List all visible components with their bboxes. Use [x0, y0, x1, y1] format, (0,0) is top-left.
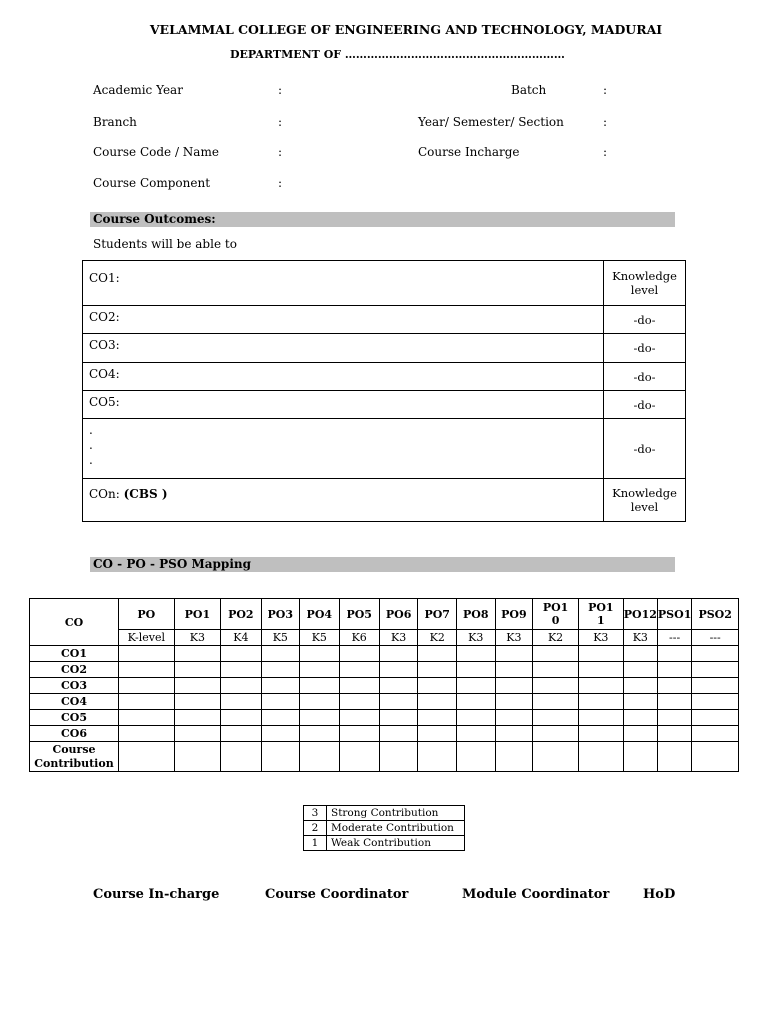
mapping-cell[interactable]	[418, 646, 457, 662]
mapping-cell[interactable]	[221, 726, 261, 742]
klevel-cell: K5	[261, 630, 300, 646]
klevel-cell: K5	[300, 630, 339, 646]
mapping-row-label: CO3	[30, 678, 119, 694]
mapping-cell[interactable]	[495, 662, 533, 678]
course-outcomes-heading-bar	[90, 212, 675, 227]
klevel-cell: K3	[495, 630, 533, 646]
legend-number: 1	[304, 836, 327, 851]
co-row	[83, 391, 686, 419]
mapping-header-row	[30, 599, 739, 630]
mapping-cell[interactable]	[261, 710, 300, 726]
co-row	[83, 419, 686, 479]
mapping-row-label: CO5	[30, 710, 119, 726]
mapping-cell[interactable]	[300, 662, 339, 678]
sig-hod: HoD	[643, 887, 676, 902]
mapping-column-header: PSO1	[657, 599, 691, 630]
mapping-cell[interactable]	[174, 646, 221, 662]
klevel-cell: K3	[174, 630, 221, 646]
mapping-cell[interactable]	[495, 646, 533, 662]
year-sem-section-label: Year/ Semester/ Section	[418, 115, 564, 129]
mapping-cell[interactable]	[533, 678, 579, 694]
mapping-column-header: PO5	[339, 599, 379, 630]
co-cell: CO3:	[83, 334, 604, 363]
co-cell: . . .	[83, 419, 604, 479]
mapping-cell[interactable]	[221, 694, 261, 710]
mapping-cell[interactable]	[657, 694, 691, 710]
mapping-cell[interactable]	[174, 710, 221, 726]
mapping-cell[interactable]	[339, 742, 379, 772]
mapping-cell[interactable]	[457, 726, 496, 742]
mapping-row	[30, 646, 739, 662]
mapping-cell[interactable]	[300, 710, 339, 726]
mapping-cell[interactable]	[379, 662, 418, 678]
mapping-cell[interactable]	[221, 742, 261, 772]
mapping-column-header: PO4	[300, 599, 339, 630]
mapping-cell[interactable]	[623, 678, 657, 694]
mapping-cell[interactable]	[174, 678, 221, 694]
legend-row	[304, 821, 465, 836]
mapping-cell[interactable]	[118, 742, 174, 772]
mapping-cell[interactable]	[261, 678, 300, 694]
mapping-cell[interactable]	[174, 694, 221, 710]
knowledge-level-cell: Knowledge level	[604, 479, 686, 522]
mapping-row	[30, 694, 739, 710]
mapping-cell[interactable]	[418, 694, 457, 710]
mapping-cell[interactable]	[692, 710, 739, 726]
mapping-column-header: PO8	[457, 599, 496, 630]
mapping-column-header: PO9	[495, 599, 533, 630]
mapping-row	[30, 742, 739, 772]
mapping-row-label: CO6	[30, 726, 119, 742]
mapping-cell[interactable]	[418, 742, 457, 772]
klevel-cell: K2	[533, 630, 579, 646]
mapping-cell[interactable]	[457, 646, 496, 662]
mapping-cell[interactable]	[457, 678, 496, 694]
mapping-row-label: Course Contribution	[30, 742, 119, 772]
mapping-cell[interactable]	[379, 694, 418, 710]
mapping-cell[interactable]	[457, 710, 496, 726]
mapping-cell[interactable]	[118, 710, 174, 726]
mapping-cell[interactable]	[578, 646, 623, 662]
co-row	[83, 334, 686, 363]
klevel-cell: K3	[623, 630, 657, 646]
mapping-cell[interactable]	[533, 646, 579, 662]
mapping-column-header: PSO2	[692, 599, 739, 630]
klevel-cell: K3	[457, 630, 496, 646]
academic-year-colon: :	[278, 83, 283, 97]
klevel-row	[30, 630, 739, 646]
year-sem-section-colon: :	[603, 115, 608, 129]
outcomes-intro: Students will be able to	[93, 237, 237, 251]
mapping-cell[interactable]	[457, 742, 496, 772]
college-title: VELAMMAL COLLEGE OF ENGINEERING AND TECHNOLOGY, MADURAI	[149, 22, 663, 37]
mapping-cell[interactable]	[578, 726, 623, 742]
mapping-cell[interactable]	[692, 726, 739, 742]
course-code-name-colon: :	[278, 145, 283, 159]
mapping-column-header: PO6	[379, 599, 418, 630]
legend-label: Weak Contribution	[327, 836, 465, 851]
co-po-pso-mapping-table	[29, 598, 739, 772]
mapping-column-header: PO12	[623, 599, 657, 630]
mapping-heading: CO - PO - PSO Mapping	[93, 557, 251, 571]
mapping-cell[interactable]	[339, 646, 379, 662]
co-cell: CO1:	[83, 261, 604, 306]
co-cell	[83, 479, 604, 522]
mapping-cell[interactable]	[379, 742, 418, 772]
mapping-cell[interactable]	[174, 662, 221, 678]
co-row	[83, 306, 686, 334]
mapping-cell[interactable]	[495, 694, 533, 710]
mapping-cell[interactable]	[339, 726, 379, 742]
knowledge-level-cell: -do-	[604, 391, 686, 419]
course-incharge-colon: :	[603, 145, 608, 159]
mapping-cell[interactable]	[339, 678, 379, 694]
mapping-cell[interactable]	[118, 646, 174, 662]
mapping-cell[interactable]	[339, 694, 379, 710]
mapping-cell[interactable]	[533, 710, 579, 726]
mapping-cell[interactable]	[300, 742, 339, 772]
mapping-cell[interactable]	[657, 662, 691, 678]
mapping-cell[interactable]	[261, 742, 300, 772]
mapping-row-label: CO1	[30, 646, 119, 662]
co-row	[83, 363, 686, 391]
knowledge-level-cell: -do-	[604, 363, 686, 391]
mapping-cell[interactable]	[221, 710, 261, 726]
mapping-cell[interactable]	[578, 662, 623, 678]
mapping-column-header: PO1 1	[578, 599, 623, 630]
mapping-row	[30, 726, 739, 742]
mapping-cell[interactable]	[692, 662, 739, 678]
mapping-cell[interactable]	[379, 710, 418, 726]
mapping-cell[interactable]	[300, 726, 339, 742]
mapping-cell[interactable]	[300, 694, 339, 710]
academic-year-label: Academic Year	[93, 83, 183, 97]
co-cell: CO4:	[83, 363, 604, 391]
co-row	[83, 479, 686, 522]
co-cell: CO2:	[83, 306, 604, 334]
mapping-cell[interactable]	[221, 678, 261, 694]
mapping-column-header: PO7	[418, 599, 457, 630]
mapping-cell[interactable]	[379, 646, 418, 662]
mapping-row	[30, 678, 739, 694]
sig-course-coordinator: Course Coordinator	[265, 887, 409, 902]
mapping-cell[interactable]	[418, 726, 457, 742]
mapping-cell[interactable]	[657, 646, 691, 662]
mapping-cell[interactable]	[118, 678, 174, 694]
legend-label: Strong Contribution	[327, 806, 465, 821]
mapping-cell[interactable]	[623, 646, 657, 662]
mapping-cell[interactable]	[300, 646, 339, 662]
mapping-cell[interactable]	[261, 662, 300, 678]
mapping-cell[interactable]	[118, 662, 174, 678]
mapping-cell[interactable]	[339, 662, 379, 678]
mapping-cell[interactable]	[261, 694, 300, 710]
klevel-cell: K6	[339, 630, 379, 646]
klevel-cell: K4	[221, 630, 261, 646]
legend-row	[304, 836, 465, 851]
mapping-cell[interactable]	[379, 726, 418, 742]
mapping-cell[interactable]	[221, 646, 261, 662]
mapping-cell[interactable]	[418, 662, 457, 678]
mapping-cell[interactable]	[657, 742, 691, 772]
course-component-colon: :	[278, 176, 283, 190]
klevel-cell: K3	[578, 630, 623, 646]
mapping-cell[interactable]	[692, 694, 739, 710]
mapping-cell[interactable]	[623, 726, 657, 742]
course-component-label: Course Component	[93, 176, 211, 190]
sig-module-coordinator: Module Coordinator	[462, 887, 610, 902]
contribution-legend	[303, 805, 465, 851]
con-label: COn:	[89, 487, 120, 501]
klevel-header: K-level	[118, 630, 174, 646]
sig-course-incharge: Course In-charge	[93, 887, 220, 902]
mapping-cell[interactable]	[495, 678, 533, 694]
knowledge-level-cell: Knowledge level	[604, 261, 686, 306]
mapping-cell[interactable]	[623, 710, 657, 726]
course-code-name-label: Course Code / Name	[93, 145, 219, 159]
mapping-cell[interactable]	[578, 678, 623, 694]
course-incharge-label: Course Incharge	[418, 145, 520, 159]
klevel-cell: K2	[418, 630, 457, 646]
course-outcomes-table	[82, 260, 686, 522]
knowledge-level-cell: -do-	[604, 334, 686, 363]
mapping-cell[interactable]	[692, 678, 739, 694]
mapping-cell[interactable]	[174, 742, 221, 772]
mapping-cell[interactable]	[418, 710, 457, 726]
mapping-cell[interactable]	[495, 726, 533, 742]
mapping-row-label: CO4	[30, 694, 119, 710]
po-header: PO	[118, 599, 174, 630]
mapping-cell[interactable]	[578, 710, 623, 726]
mapping-cell[interactable]	[261, 646, 300, 662]
mapping-cell[interactable]	[118, 694, 174, 710]
mapping-cell[interactable]	[495, 742, 533, 772]
branch-colon: :	[278, 115, 283, 129]
mapping-cell[interactable]	[118, 726, 174, 742]
knowledge-level-cell: -do-	[604, 306, 686, 334]
klevel-cell: ---	[692, 630, 739, 646]
co-row	[83, 261, 686, 306]
knowledge-level-cell: -do-	[604, 419, 686, 479]
mapping-cell[interactable]	[692, 646, 739, 662]
branch-label: Branch	[93, 115, 137, 129]
department-line: DEPARTMENT OF ……………………………………………………	[230, 48, 565, 61]
mapping-cell[interactable]	[533, 742, 579, 772]
mapping-cell[interactable]	[174, 726, 221, 742]
mapping-row-label: CO2	[30, 662, 119, 678]
co-cell: CO5:	[83, 391, 604, 419]
mapping-cell[interactable]	[578, 742, 623, 772]
mapping-cell[interactable]	[533, 694, 579, 710]
mapping-cell[interactable]	[457, 662, 496, 678]
cbs-label: (CBS )	[123, 487, 168, 501]
mapping-cell[interactable]	[300, 678, 339, 694]
mapping-column-header: PO1 0	[533, 599, 579, 630]
mapping-row	[30, 662, 739, 678]
mapping-cell[interactable]	[657, 678, 691, 694]
klevel-cell: K3	[379, 630, 418, 646]
mapping-cell[interactable]	[657, 710, 691, 726]
mapping-cell[interactable]	[657, 726, 691, 742]
mapping-cell[interactable]	[379, 678, 418, 694]
mapping-cell[interactable]	[578, 694, 623, 710]
batch-label: Batch	[511, 83, 547, 97]
mapping-cell[interactable]	[418, 678, 457, 694]
mapping-cell[interactable]	[495, 710, 533, 726]
mapping-cell[interactable]	[623, 742, 657, 772]
mapping-cell[interactable]	[221, 662, 261, 678]
mapping-heading-bar	[90, 557, 675, 572]
mapping-cell[interactable]	[692, 742, 739, 772]
mapping-cell[interactable]	[623, 662, 657, 678]
mapping-column-header: PO1	[174, 599, 221, 630]
co-header: CO	[30, 599, 119, 646]
mapping-cell[interactable]	[339, 710, 379, 726]
mapping-row	[30, 710, 739, 726]
mapping-cell[interactable]	[261, 726, 300, 742]
legend-number: 2	[304, 821, 327, 836]
mapping-column-header: PO3	[261, 599, 300, 630]
legend-label: Moderate Contribution	[327, 821, 465, 836]
mapping-cell[interactable]	[623, 694, 657, 710]
mapping-column-header: PO2	[221, 599, 261, 630]
mapping-cell[interactable]	[533, 726, 579, 742]
batch-colon: :	[603, 83, 608, 97]
course-outcomes-heading: Course Outcomes:	[93, 212, 216, 226]
legend-row	[304, 806, 465, 821]
legend-number: 3	[304, 806, 327, 821]
mapping-cell[interactable]	[533, 662, 579, 678]
klevel-cell: ---	[657, 630, 691, 646]
mapping-cell[interactable]	[457, 694, 496, 710]
